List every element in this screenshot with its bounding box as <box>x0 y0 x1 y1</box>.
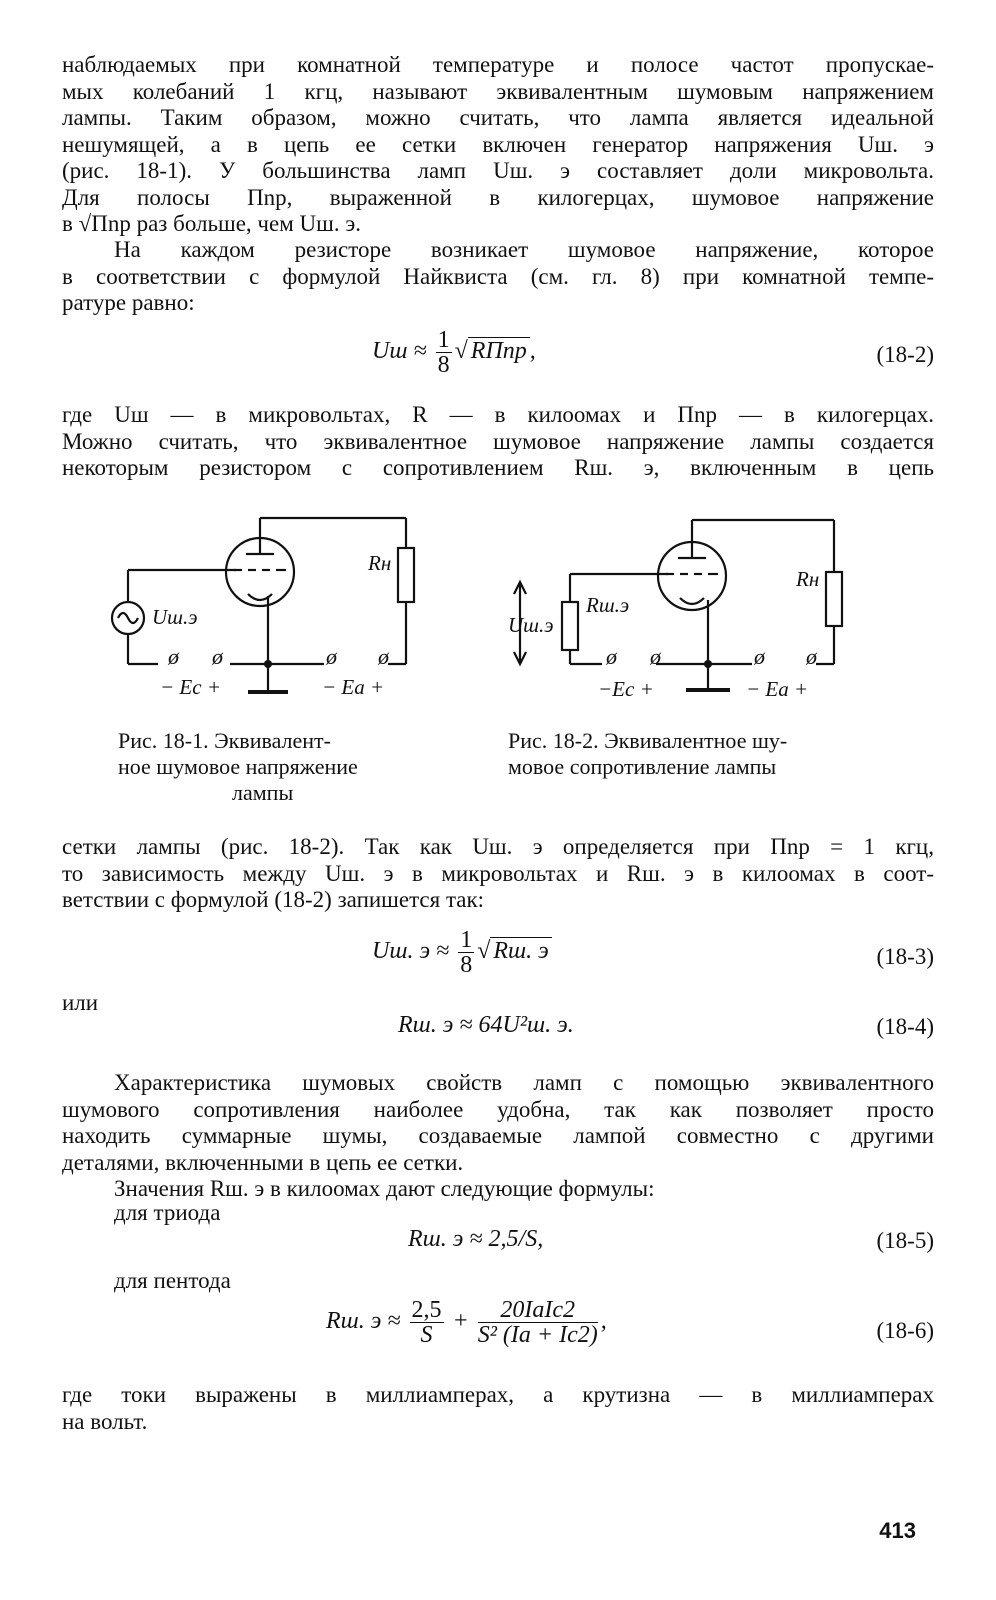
formula-lhs: Uш. э ≈ <box>372 938 450 965</box>
text-line: где Uш — в микровольтах, R — в килоомах и Пnp — в килогерцах. <box>62 402 934 427</box>
grid-bias-label: −Ec + <box>598 677 654 701</box>
text-line: Для полосы Пnp, выраженной в килогерцах, шумовое напряжение <box>62 184 934 210</box>
numerator: 20IaIc2 <box>478 1298 598 1323</box>
text-line: на вольт. <box>62 1408 148 1434</box>
paragraph-7 <box>62 1382 934 1435</box>
load-resistor-icon <box>398 548 414 602</box>
text-line: На каждом резисторе возникает шумовое напряжение, которое <box>114 237 934 262</box>
word-triode: для триода <box>114 1200 221 1225</box>
svg-text:ø: ø <box>378 644 389 669</box>
equation-number: (18-4) <box>876 1014 934 1039</box>
figure-18-2-caption <box>508 728 868 780</box>
paragraph-2 <box>62 237 934 317</box>
equation-number: (18-5) <box>876 1228 934 1253</box>
noise-resistor-label: Rш.э <box>586 593 630 617</box>
plus-sign: + <box>452 1308 469 1335</box>
paragraph-1 <box>62 52 934 238</box>
numerator: 2,5 <box>411 1297 442 1323</box>
word-or: или <box>62 990 99 1015</box>
svg-text:ø: ø <box>212 644 223 669</box>
text-line: шумового сопротивления наиболее удобна, так как позволяет просто <box>62 1096 934 1122</box>
junction-dot <box>704 660 712 668</box>
text-line: деталями, включенными в цепь ее сетки. <box>62 1149 464 1175</box>
denominator: 8 <box>437 352 450 378</box>
fraction <box>436 328 452 377</box>
caption-line: ное шумовое напряжение <box>118 754 358 779</box>
anode-supply-label: − Ea + <box>746 677 809 701</box>
text-line: где токи выражены в миллиамперах, а крутизна — в миллиамперах <box>62 1382 934 1407</box>
formula-lhs: Rш. э ≈ <box>326 1308 401 1335</box>
text-line: сетки лампы (рис. 18-2). Так как Uш. э определяется при Пnp = 1 кгц, <box>62 834 934 859</box>
formula-18-2 <box>372 328 536 377</box>
caption-line: мовое сопротивление лампы <box>508 754 777 779</box>
fraction <box>478 1298 598 1347</box>
paragraph-6 <box>62 1176 934 1203</box>
caption-line: Рис. 18-1. Эквивалент- <box>118 728 331 753</box>
load-resistor-icon <box>826 572 842 626</box>
numerator: 1 <box>437 327 450 353</box>
text-line: нешумящей, а в цепь ее сетки включен генератор напряжения Uш. э <box>62 131 934 157</box>
formula-lhs: Uш ≈ <box>372 338 427 365</box>
text-line: ветствии с формулой (18-2) запишется так: <box>62 887 485 912</box>
text-line: Значения Rш. э в килоомах дают следующие формулы: <box>114 1176 655 1201</box>
caption-line: лампы <box>232 780 294 805</box>
text-line: (рис. 18-1). У большинства ламп Uш. э составляет доли микровольта. <box>62 158 934 183</box>
figure-18-2-schematic <box>506 514 876 714</box>
formula-18-4: Rш. э ≈ 64U²ш. э. <box>398 1012 574 1038</box>
text-line: то зависимость между Uш. э в микровольтах и Rш. э в килоомах в соот- <box>62 860 934 886</box>
text-line: ратуре равно: <box>62 290 195 315</box>
figure-18-1-schematic <box>88 508 448 708</box>
grid-bias-label: − Ec + <box>160 675 221 699</box>
svg-text:ø: ø <box>754 644 765 669</box>
text-line: в соответствии с формулой Найквиста (см. гл. 8) при комнатной темпе- <box>62 263 934 289</box>
paragraph-5 <box>62 1070 934 1176</box>
text-line: Можно считать, что эквивалентное шумовое напряжение лампы создается <box>62 428 934 454</box>
load-label: Rн <box>368 551 392 575</box>
formula-tail: , <box>529 338 536 365</box>
text-line: Характеристика шумовых свойств ламп с помощью эквивалентного <box>114 1070 934 1095</box>
svg-text:ø: ø <box>606 644 617 669</box>
text-line: некоторым резистором с сопротивлением Rш. э, включенным в цепь <box>62 455 934 480</box>
svg-text:ø: ø <box>650 644 661 669</box>
numerator: 1 <box>460 927 473 953</box>
denominator: S² (Ia + Ic2) <box>477 1322 598 1348</box>
sqrt-sign: √ <box>477 938 491 965</box>
formula-18-3 <box>372 928 552 977</box>
paragraph-3 <box>62 402 934 482</box>
text-line: наблюдаемых при комнатной температуре и полосе частот пропускае- <box>62 52 934 77</box>
paragraph-4 <box>62 834 934 914</box>
noise-resistor-icon <box>562 602 578 650</box>
denominator: 8 <box>460 952 473 978</box>
load-label: Rн <box>796 567 820 591</box>
junction-dot <box>264 660 272 668</box>
anode-supply-label: − Ea + <box>322 675 385 699</box>
sqrt-sign: √ <box>454 338 468 365</box>
formula-18-5: Rш. э ≈ 2,5/S, <box>408 1226 544 1252</box>
text-line: мых колебаний 1 кгц, называют эквивалентным шумовым напряжением <box>62 78 934 104</box>
svg-text:ø: ø <box>326 644 337 669</box>
equation-number: (18-3) <box>876 944 934 969</box>
word-pentode: для пентода <box>114 1268 231 1293</box>
source-label: Uш.э <box>152 605 198 629</box>
text-line: находить суммарные шумы, создаваемые лампой совместно с другими <box>62 1123 934 1148</box>
caption-line: Рис. 18-2. Эквивалентное шу- <box>508 728 788 753</box>
svg-text:ø: ø <box>806 644 817 669</box>
denominator: S <box>420 1322 433 1348</box>
fraction <box>458 928 474 977</box>
noise-voltage-label: Uш.э <box>508 613 554 637</box>
page-number: 413 <box>879 1518 916 1543</box>
radicand: RПnp <box>468 337 530 364</box>
fraction <box>410 1298 444 1347</box>
formula-tail: , <box>600 1308 607 1335</box>
text-line: лампы. Таким образом, можно считать, что лампа является идеальной <box>62 105 934 130</box>
svg-text:ø: ø <box>168 644 179 669</box>
formula-18-6 <box>326 1298 607 1347</box>
text-line: в √Пnp раз больше, чем Uш. э. <box>62 211 361 236</box>
equation-number: (18-6) <box>876 1318 934 1343</box>
equation-number: (18-2) <box>876 342 934 367</box>
figure-18-1-caption <box>118 728 438 806</box>
radicand: Rш. э <box>490 937 551 964</box>
